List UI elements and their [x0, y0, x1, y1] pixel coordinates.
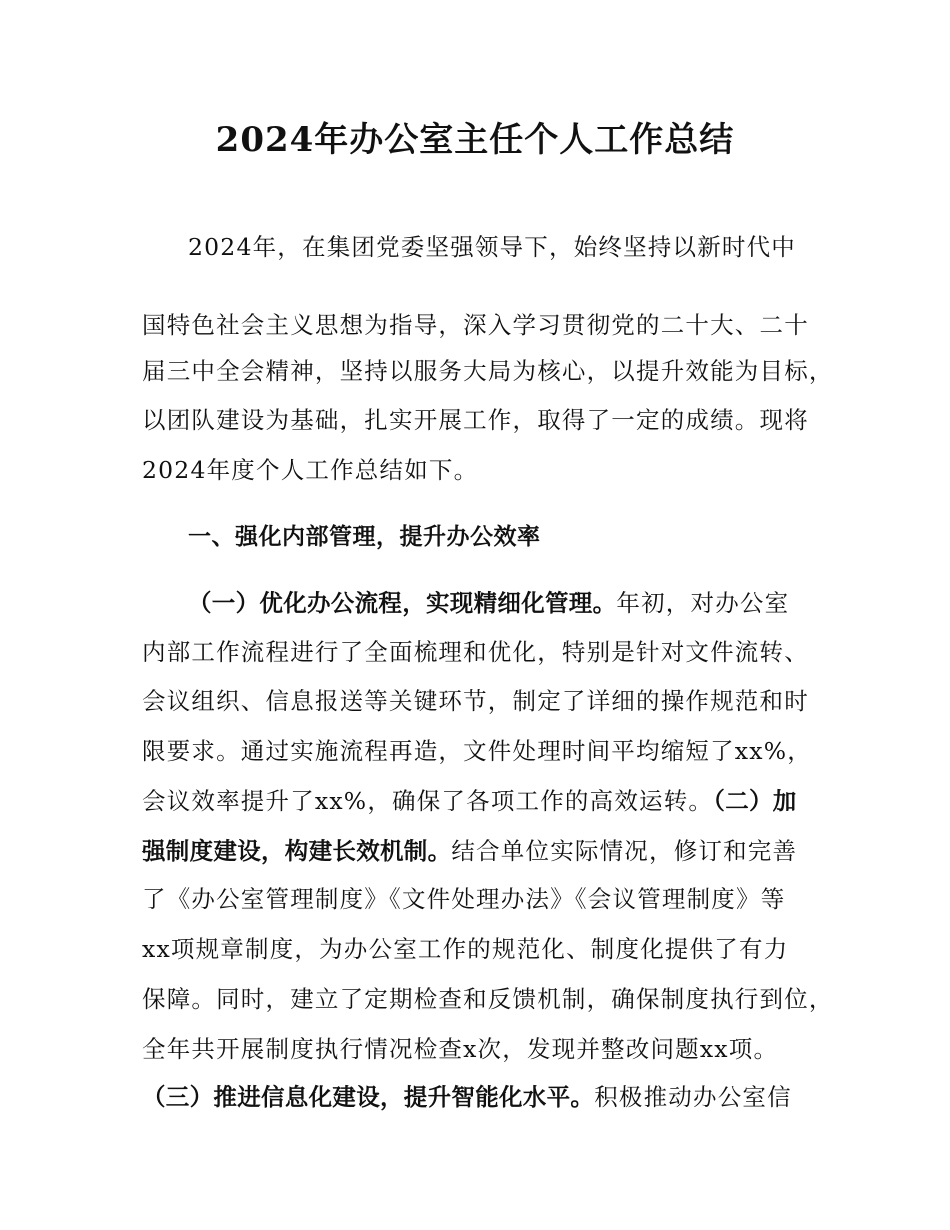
body-line-6	[142, 836, 797, 866]
body-line-1	[188, 588, 789, 618]
section-heading: 一、强化内部管理，提升办公效率	[188, 524, 541, 550]
body-text: 年初，对办公室	[616, 589, 790, 617]
body-line-3: 会议组织、信息报送等关键环节，制定了详细的操作规范和时	[142, 687, 809, 715]
body-text: 会议效率提升了xx%，确保了各项工作的高效运转。	[142, 787, 714, 815]
body-line-8: xx项规章制度，为办公室工作的规范化、制度化提供了有力	[142, 935, 789, 963]
subheading-1: （一）优化办公流程，实现精细化管理。	[188, 589, 617, 617]
body-text: 结合单位实际情况，修订和完善	[451, 837, 798, 865]
intro-line-3: 届三中全会精神，坚持以服务大局为核心，以提升效能为目标，	[142, 357, 834, 385]
body-line-5	[142, 786, 797, 816]
body-line-7: 了《办公室管理制度》《文件处理办法》《会议管理制度》等	[142, 885, 786, 913]
body-line-9: 保障。同时，建立了定期检查和反馈机制，确保制度执行到位，	[142, 985, 834, 1013]
body-line-4: 限要求。通过实施流程再造，文件处理时间平均缩短了xx%，	[142, 737, 812, 765]
subheading-2-end: 强制度建设，构建长效机制。	[142, 837, 452, 865]
document-title: 2024年办公室主任个人工作总结	[215, 120, 735, 160]
intro-line-1: 2024年，在集团党委坚强领导下，始终坚持以新时代中	[188, 233, 797, 261]
subheading-2-start: （二）加	[713, 787, 797, 815]
subheading-3: （三）推进信息化建设，提升智能化水平。	[142, 1083, 595, 1111]
intro-line-5: 2024年度个人工作总结如下。	[142, 456, 479, 484]
body-line-2: 内部工作流程进行了全面梳理和优化，特别是针对文件流转、	[142, 638, 809, 666]
body-text: 积极推动办公室信	[594, 1083, 792, 1111]
body-line-11	[142, 1082, 792, 1112]
intro-line-4: 以团队建设为基础，扎实开展工作，取得了一定的成绩。现将	[142, 406, 809, 434]
body-line-10: 全年共开展制度执行情况检查x次，发现并整改问题xx项。	[142, 1035, 779, 1063]
intro-line-2: 国特色社会主义思想为指导，深入学习贯彻党的二十大、二十	[142, 311, 809, 339]
